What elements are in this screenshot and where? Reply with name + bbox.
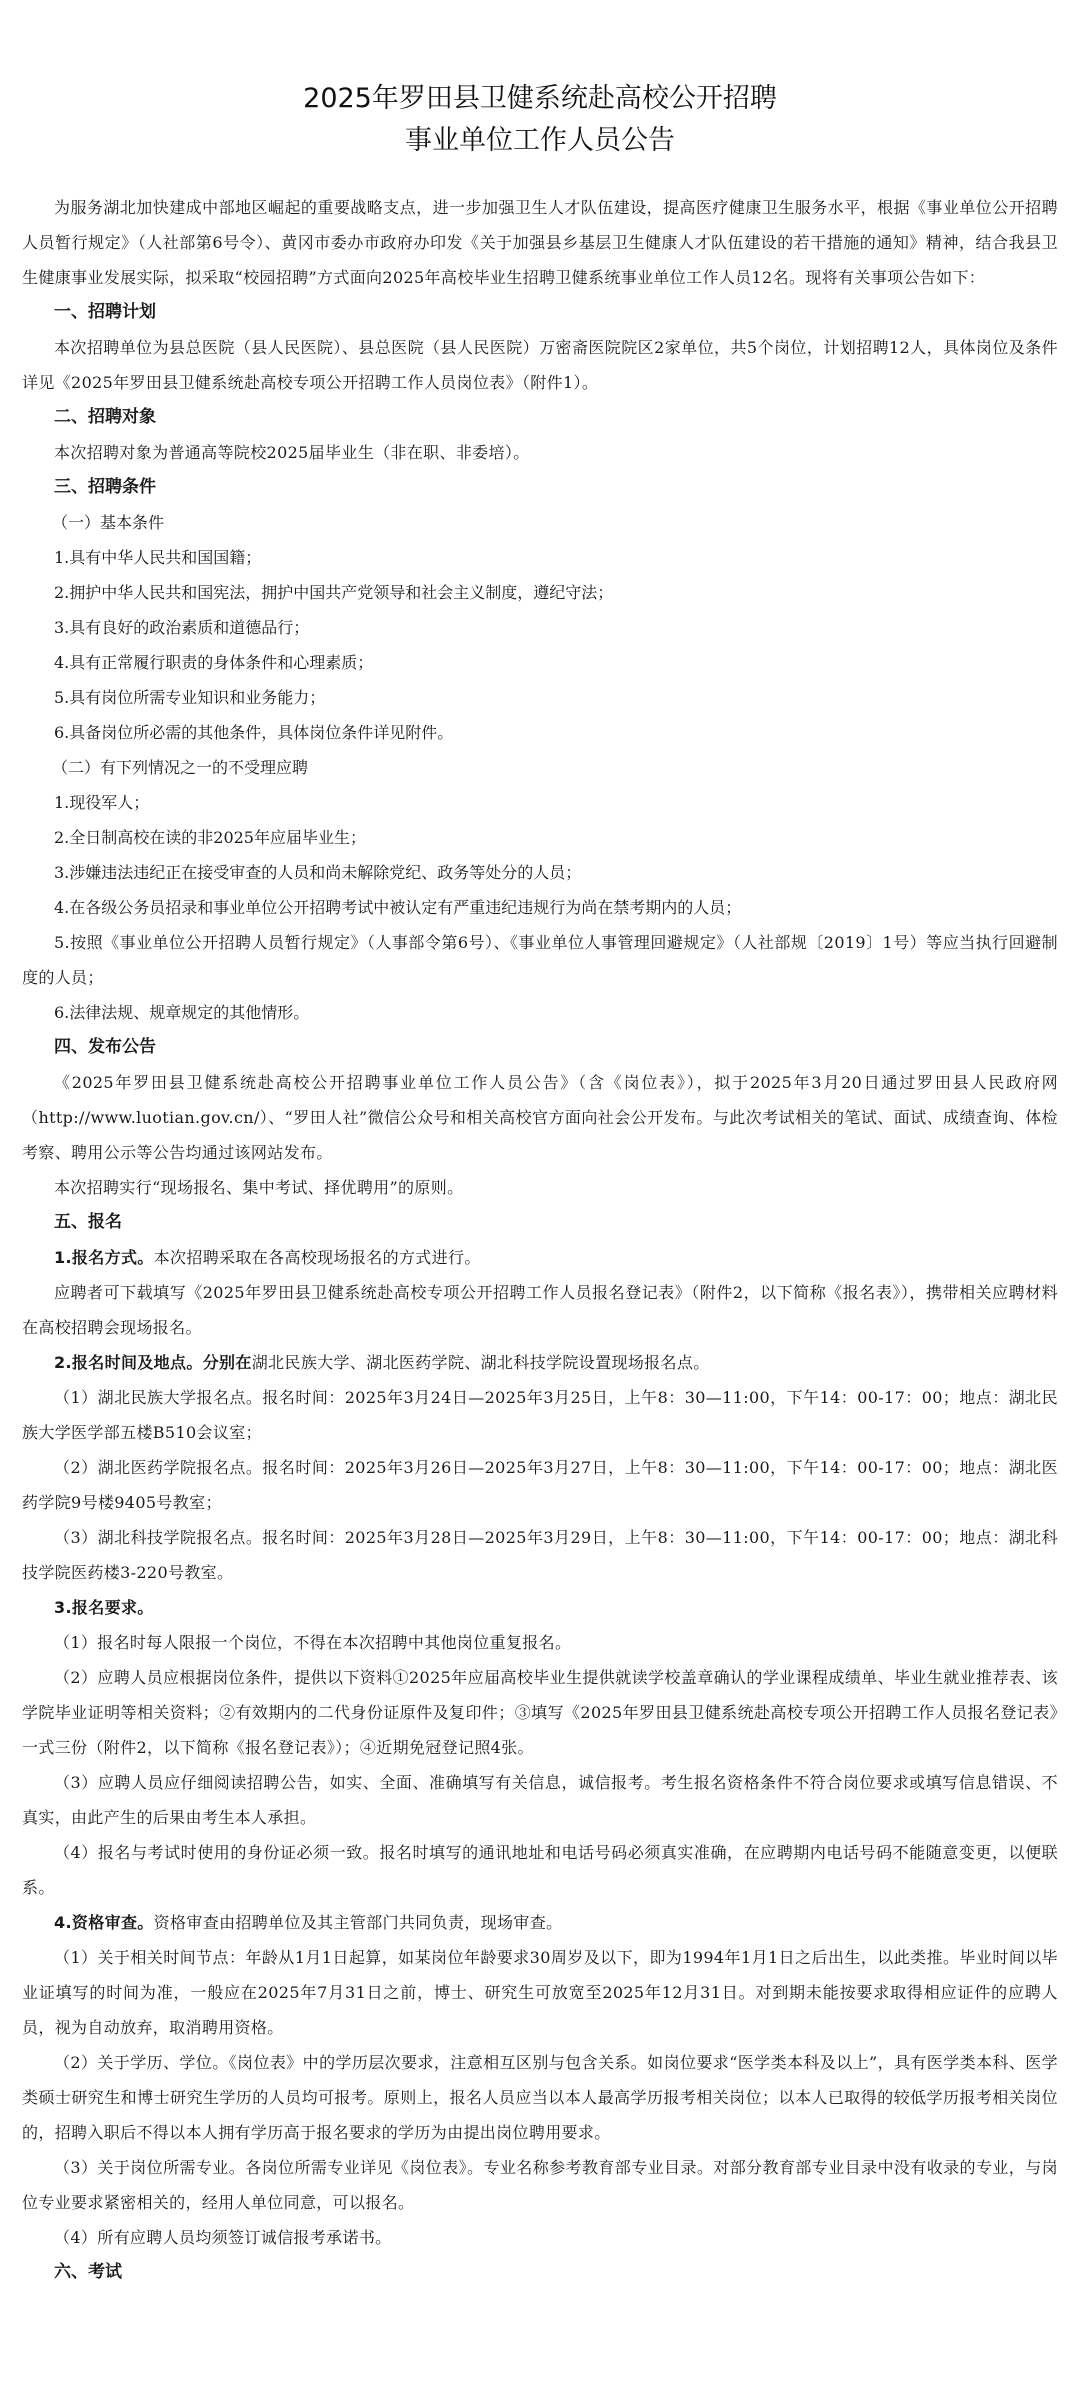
exclusion-item: 6.法律法规、规章规定的其他情形。 (54, 1003, 310, 1022)
exclusion-item: 3.涉嫌违法违纪正在接受审查的人员和尚未解除党纪、政务等处分的人员； (54, 863, 582, 882)
registration-site-item: （1）湖北民族大学报名点。报名时间：2025年3月24日—2025年3月25日，上午8：30—11:00，下午14：00-17：00；地点：湖北民族大学医学部五楼B510会议室； (22, 1388, 1058, 1442)
requirement-item: （4）报名与考试时使用的身份证必须一致。报名时填写的通讯地址和电话号码必须真实准确，在应聘期内电话号码不能随意变更，以便联系。 (22, 1843, 1058, 1897)
section-3-sub-2: （二）有下列情况之一的不受理应聘 (52, 758, 309, 777)
requirement-item: （3）应聘人员应仔细阅读招聘公告，如实、全面、准确填写有关信息，诚信报考。考生报名资格条件不符合岗位要求或填写信息错误、不真实，由此产生的后果由考生本人承担。 (22, 1773, 1058, 1827)
qualification-review (22, 1905, 1058, 1940)
section-4-heading: 四、发布公告 (54, 1037, 156, 1057)
section-5-heading: 五、报名 (54, 1212, 122, 1232)
basic-condition-item: 3.具有良好的政治素质和道德品行； (54, 618, 310, 637)
registration-method-detail: 应聘者可下载填写《2025年罗田县卫健系统赴高校专项公开招聘工作人员报名登记表》（附件2，以下简称《报名表》），携带相关应聘材料在高校招聘会现场报名。 (22, 1283, 1058, 1337)
qualification-review-label: 4.资格审查。 (54, 1913, 154, 1932)
announcement-body (22, 190, 1058, 2290)
review-item: （4）所有应聘人员均须签订诚信报考承诺书。 (54, 2228, 392, 2247)
exclusion-item: 4.在各级公务员招录和事业单位公开招聘考试中被认定有严重违纪违规行为尚在禁考期内的人员； (54, 898, 742, 917)
basic-condition-item: 1.具有中华人民共和国国籍； (54, 548, 262, 567)
review-item: （3）关于岗位所需专业。各岗位所需专业详见《岗位表》。专业名称参考教育部专业目录。对部分教育部专业目录中没有收录的专业，与岗位专业要求紧密相关的，经用人单位同意，可以报名。 (22, 2158, 1058, 2212)
exclusion-item: 5.按照《事业单位公开招聘人员暂行规定》（人事部令第6号）、《事业单位人事管理回避规定》（人社部规〔2019〕1号）等应当执行回避制度的人员； (22, 933, 1058, 987)
section-4-paragraph-1: 《2025年罗田县卫健系统赴高校公开招聘事业单位工作人员公告》（含《岗位表》），拟于2025年3月20日通过罗田县人民政府网（http://www.luotian.gov.cn/）、“罗田人社”微信公众号和相关高校官方面向社会公开发布。与此次考试相关的笔试、面试、成绩查询、体检考察、聘用公示等公告均通过该网站发布。 (22, 1073, 1058, 1162)
basic-condition-item: 4.具有正常履行职责的身体条件和心理素质； (54, 653, 374, 672)
review-item: （2）关于学历、学位。《岗位表》中的学历层次要求，注意相互区别与包含关系。如岗位要求“医学类本科及以上”，具有医学类本科、医学类硕士研究生和博士研究生学历的人员均可报考。原则上，报名人员应当以本人最高学历报考相关岗位；以本人已取得的较低学历报考相关岗位的，招聘入职后不得以本人拥有学历高于报名要求的学历为由提出岗位聘用要求。 (22, 2053, 1058, 2142)
exclusion-item: 1.现役军人； (54, 793, 150, 812)
registration-site-item: （2）湖北医药学院报名点。报名时间：2025年3月26日—2025年3月27日，上午8：30—11:00，下午14：00-17：00；地点：湖北医药学院9号楼9405号教室； (22, 1458, 1058, 1512)
intro-paragraph: 为服务湖北加快建成中部地区崛起的重要战略支点，进一步加强卫生人才队伍建设，提高医疗健康卫生服务水平，根据《事业单位公开招聘人员暂行规定》（人社部第6号令）、黄冈市委办市政府办印发《关于加强县乡基层卫生健康人才队伍建设的若干措施的通知》精神，结合我县卫生健康事业发展实际，拟采取“校园招聘”方式面向2025年高校毕业生招聘卫健系统事业单位工作人员12名。现将有关事项公告如下： (22, 198, 1058, 287)
section-2-body: 本次招聘对象为普通高等院校2025届毕业生（非在职、非委培）。 (54, 443, 530, 462)
qualification-review-text: 资格审查由招聘单位及其主管部门共同负责，现场审查。 (153, 1913, 563, 1932)
page-title (22, 78, 1058, 162)
registration-method-text: 本次招聘采取在各高校现场报名的方式进行。 (153, 1248, 481, 1267)
basic-condition-item: 6.具备岗位所必需的其他条件，具体岗位条件详见附件。 (54, 723, 454, 742)
title-line-1: 2025年罗田县卫健系统赴高校公开招聘 (303, 83, 777, 114)
section-1-heading: 一、招聘计划 (54, 302, 156, 322)
basic-condition-item: 5.具有岗位所需专业知识和业务能力； (54, 688, 326, 707)
registration-method-label: 1.报名方式。 (54, 1248, 154, 1267)
section-2-heading: 二、招聘对象 (54, 407, 156, 427)
registration-time-place-text: 湖北民族大学、湖北医药学院、湖北科技学院设置现场报名点。 (251, 1353, 710, 1372)
registration-time-place-label: 2.报名时间及地点。分别在 (54, 1353, 252, 1372)
section-6-heading: 六、考试 (54, 2262, 122, 2282)
registration-requirements-label: 3.报名要求。 (54, 1598, 154, 1617)
section-1-body: 本次招聘单位为县总医院（县人民医院）、县总医院（县人民医院）万密斋医院院区2家单位，共5个岗位，计划招聘12人，具体岗位及条件详见《2025年罗田县卫健系统赴高校专项公开招聘工作人员岗位表》（附件1）。 (22, 338, 1058, 392)
registration-requirements (22, 1590, 1058, 1625)
requirement-item: （1）报名时每人限报一个岗位，不得在本次招聘中其他岗位重复报名。 (54, 1633, 572, 1652)
basic-condition-item: 2.拥护中华人民共和国宪法，拥护中国共产党领导和社会主义制度，遵纪守法； (54, 583, 614, 602)
section-3-heading: 三、招聘条件 (54, 477, 156, 497)
registration-method (22, 1240, 1058, 1275)
requirement-item: （2）应聘人员应根据岗位条件，提供以下资料①2025年应届高校毕业生提供就读学校盖章确认的学业课程成绩单、毕业生就业推荐表、该学院毕业证明等相关资料；②有效期内的二代身份证原件及复印件；③填写《2025年罗田县卫健系统赴高校专项公开招聘工作人员报名登记表》一式三份（附件2，以下简称《报名登记表》）；④近期免冠登记照4张。 (22, 1668, 1058, 1757)
section-3-sub-1: （一）基本条件 (52, 513, 165, 532)
registration-time-place (22, 1345, 1058, 1380)
registration-site-item: （3）湖北科技学院报名点。报名时间：2025年3月28日—2025年3月29日，上午8：30—11:00，下午14：00-17：00；地点：湖北科技学院医药楼3-220号教室。 (22, 1528, 1058, 1582)
section-4-paragraph-2: 本次招聘实行“现场报名、集中考试、择优聘用”的原则。 (54, 1178, 464, 1197)
document-page (0, 78, 1080, 2404)
title-line-2: 事业单位工作人员公告 (405, 125, 675, 156)
exclusion-item: 2.全日制高校在读的非2025年应届毕业生； (54, 828, 366, 847)
review-item: （1）关于相关时间节点：年龄从1月1日起算，如某岗位年龄要求30周岁及以下，即为1994年1月1日之后出生，以此类推。毕业时间以毕业证填写的时间为准，一般应在2025年7月31日之前，博士、研究生可放宽至2025年12月31日。对到期未能按要求取得相应证件的应聘人员，视为自动放弃，取消聘用资格。 (22, 1948, 1058, 2037)
